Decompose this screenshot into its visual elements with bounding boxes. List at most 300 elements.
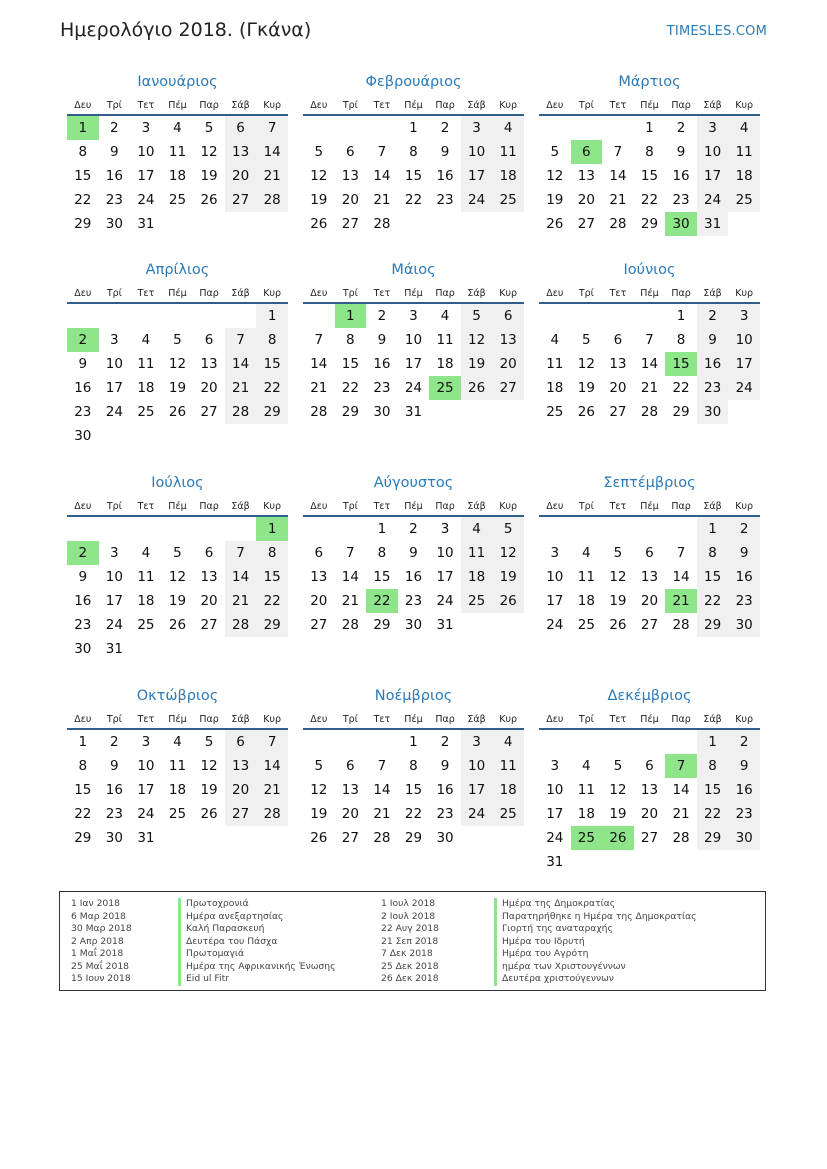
day-cell: 20 — [310, 593, 328, 609]
day-cell: 1 — [377, 521, 387, 537]
empty-cell — [303, 516, 335, 541]
month-title: Αύγουστος — [373, 475, 454, 491]
week-row — [539, 352, 760, 376]
holiday-day: 1 — [67, 115, 99, 140]
day-cell: 12 — [546, 168, 564, 184]
week-row — [67, 212, 288, 236]
empty-cell — [571, 850, 603, 874]
day-cell: 12 — [200, 758, 218, 774]
day-cell: 11 — [436, 332, 454, 348]
day-cell: 7 — [613, 144, 623, 160]
weekend-day: 29 — [697, 826, 729, 850]
day-cell: 28 — [609, 216, 627, 232]
weekday-header: Τετ — [366, 497, 398, 516]
weekday-header: Κυρ — [728, 284, 760, 303]
empty-cell — [366, 115, 398, 140]
empty-cell — [130, 424, 162, 448]
day-cell: 14 — [609, 168, 627, 184]
day-cell: 12 — [609, 782, 627, 798]
weekday-header: Σάβ — [225, 284, 257, 303]
day-cell: 25 — [546, 404, 564, 420]
holiday-date: 1 Ιαν 2018 — [71, 898, 120, 909]
month-block — [539, 473, 760, 637]
weekday-header: Τρί — [99, 284, 131, 303]
day-cell: 15 — [404, 168, 423, 184]
weekday-header: Δευ — [303, 710, 335, 729]
day-cell: 21 — [640, 380, 659, 396]
empty-cell — [225, 516, 257, 541]
holiday-name: Γιορτή της αναταραχής — [494, 923, 697, 936]
empty-cell — [602, 729, 634, 754]
day-cell: 16 — [373, 356, 391, 372]
month-block — [303, 686, 524, 850]
weekday-header: Σάβ — [225, 96, 257, 115]
site-link[interactable]: TIMESLES.COM — [666, 24, 767, 39]
empty-cell — [539, 729, 571, 754]
weekend-day: 31 — [697, 212, 729, 236]
day-cell: 31 — [436, 617, 454, 633]
weekday-header: Κυρ — [492, 710, 524, 729]
weekend-day: 3 — [697, 115, 729, 140]
day-cell: 24 — [105, 617, 123, 633]
day-cell: 20 — [609, 380, 627, 396]
weekend-day: 14 — [256, 140, 288, 164]
weekday-header: Παρ — [665, 284, 697, 303]
day-cell: 16 — [105, 168, 123, 184]
empty-cell — [225, 303, 257, 328]
day-cell: 8 — [645, 144, 654, 160]
week-row — [303, 303, 524, 328]
day-cell: 7 — [377, 758, 387, 774]
empty-cell — [162, 637, 194, 661]
holiday-name: Πρωτοχρονιά — [178, 898, 335, 911]
day-cell: 3 — [550, 758, 560, 774]
day-cell: 19 — [546, 192, 564, 208]
day-cell: 26 — [609, 617, 627, 633]
month-title: Οκτώβριος — [136, 688, 219, 704]
month-title: Μάρτιος — [618, 74, 681, 90]
day-cell: 19 — [609, 806, 627, 822]
weekday-header: Τετ — [366, 284, 398, 303]
weekend-day: 23 — [697, 376, 729, 400]
day-cell: 13 — [577, 168, 595, 184]
day-cell: 15 — [74, 168, 92, 184]
day-cell: 3 — [141, 120, 151, 136]
month-block — [539, 260, 760, 424]
day-cell: 12 — [310, 782, 328, 798]
weekend-day: 30 — [728, 613, 760, 637]
weekend-day: 5 — [492, 516, 524, 541]
day-cell: 28 — [310, 404, 328, 420]
holiday-date: 25 Μαΐ 2018 — [71, 960, 130, 972]
day-cell: 24 — [137, 806, 155, 822]
day-cell: 5 — [204, 734, 214, 750]
weekday-header: Πέμ — [162, 710, 194, 729]
month-block — [67, 473, 288, 661]
weekend-day: 18 — [728, 164, 760, 188]
holiday-day: 30 — [665, 212, 697, 236]
day-cell: 22 — [341, 380, 359, 396]
weekend-day: 25 — [728, 188, 760, 212]
holiday-date: 7 Δεκ 2018 — [381, 948, 433, 959]
empty-cell — [193, 212, 225, 236]
empty-cell — [539, 516, 571, 541]
day-cell: 10 — [546, 782, 564, 798]
weekend-day: 1 — [697, 729, 729, 754]
day-cell: 1 — [78, 734, 88, 750]
day-cell: 24 — [105, 404, 123, 420]
day-cell: 13 — [640, 782, 659, 798]
day-cell: 5 — [613, 758, 623, 774]
day-cell: 6 — [314, 545, 324, 561]
month-table — [67, 284, 288, 448]
holiday-date: 25 Δεκ 2018 — [381, 960, 439, 972]
day-cell: 6 — [645, 545, 654, 561]
day-cell: 5 — [173, 545, 182, 561]
day-cell: 17 — [105, 593, 123, 609]
month-block — [539, 72, 760, 236]
month-block — [539, 686, 760, 874]
day-cell: 6 — [346, 144, 355, 160]
holiday-name: Καλή Παρασκευή — [178, 923, 335, 936]
weekday-header: Τρί — [99, 710, 131, 729]
week-row — [67, 140, 288, 164]
holiday-date: 2 Απρ 2018 — [71, 935, 124, 947]
weekend-day: 16 — [728, 565, 760, 589]
day-cell: 25 — [137, 617, 155, 633]
day-cell: 22 — [640, 192, 659, 208]
empty-cell — [335, 729, 367, 754]
empty-cell — [193, 424, 225, 448]
weekend-day: 12 — [461, 328, 493, 352]
weekend-day: 10 — [697, 140, 729, 164]
day-cell: 5 — [550, 144, 560, 160]
day-cell: 28 — [341, 617, 359, 633]
holiday-name: Δευτέρα του Πάσχα — [178, 936, 335, 949]
weekend-day: 27 — [225, 802, 257, 826]
day-cell: 11 — [168, 144, 187, 160]
holiday-name: Ημέρα ανεξαρτησίας — [178, 911, 335, 924]
empty-cell — [303, 303, 335, 328]
day-cell: 31 — [137, 830, 155, 846]
day-cell: 29 — [672, 404, 690, 420]
holiday-name: Eid ul Fitr — [178, 973, 335, 986]
weekday-header: Τετ — [366, 710, 398, 729]
weekend-day: 1 — [256, 303, 288, 328]
week-row — [67, 303, 288, 328]
day-cell: 30 — [105, 216, 123, 232]
weekday-header: Τρί — [335, 497, 367, 516]
weekend-day: 21 — [225, 376, 257, 400]
day-cell: 4 — [440, 308, 450, 324]
day-cell: 9 — [110, 758, 119, 774]
day-cell: 18 — [168, 782, 187, 798]
weekend-day: 20 — [225, 164, 257, 188]
weekend-day: 25 — [461, 589, 493, 613]
weekday-header: Παρ — [429, 497, 461, 516]
day-cell: 29 — [404, 830, 423, 846]
day-cell: 24 — [436, 593, 454, 609]
weekday-header: Σάβ — [461, 710, 493, 729]
day-cell: 18 — [436, 356, 454, 372]
day-cell: 8 — [409, 758, 418, 774]
day-cell: 4 — [141, 545, 151, 561]
weekend-day: 17 — [461, 164, 493, 188]
day-cell: 22 — [404, 806, 423, 822]
week-row — [539, 212, 760, 236]
day-cell: 26 — [200, 192, 218, 208]
day-cell: 26 — [310, 830, 328, 846]
weekend-day: 28 — [225, 613, 257, 637]
day-cell: 19 — [200, 168, 218, 184]
weekday-header: Σάβ — [461, 96, 493, 115]
holiday-dates-right — [381, 898, 439, 986]
week-row — [67, 802, 288, 826]
day-cell: 13 — [341, 168, 359, 184]
empty-cell — [225, 637, 257, 661]
weekday-header: Δευ — [303, 497, 335, 516]
week-row — [303, 352, 524, 376]
week-row — [539, 541, 760, 565]
day-cell: 21 — [672, 806, 690, 822]
day-cell: 16 — [105, 782, 123, 798]
day-cell: 10 — [404, 332, 423, 348]
day-cell: 27 — [200, 617, 218, 633]
week-row — [67, 328, 288, 352]
weekend-day: 28 — [256, 188, 288, 212]
day-cell: 14 — [672, 782, 690, 798]
weekday-header: Κυρ — [728, 710, 760, 729]
weekend-day: 4 — [728, 115, 760, 140]
weekday-header: Τρί — [571, 96, 603, 115]
day-cell: 20 — [640, 806, 659, 822]
day-cell: 14 — [640, 356, 659, 372]
day-cell: 3 — [110, 332, 119, 348]
day-cell: 23 — [74, 617, 92, 633]
holiday-date: 26 Δεκ 2018 — [381, 973, 439, 984]
day-cell: 27 — [640, 617, 659, 633]
weekday-header: Πέμ — [398, 96, 430, 115]
day-cell: 8 — [78, 758, 88, 774]
day-cell: 11 — [577, 569, 595, 585]
week-row — [303, 516, 524, 541]
day-cell: 27 — [609, 404, 627, 420]
day-cell: 4 — [550, 332, 560, 348]
day-cell: 17 — [546, 806, 564, 822]
weekend-day: 24 — [461, 188, 493, 212]
day-cell: 27 — [577, 216, 595, 232]
weekend-day: 6 — [492, 303, 524, 328]
day-cell: 15 — [640, 168, 659, 184]
weekend-day: 30 — [728, 826, 760, 850]
week-row — [539, 140, 760, 164]
weekday-header: Πέμ — [634, 284, 666, 303]
day-cell: 7 — [676, 545, 686, 561]
day-cell: 18 — [546, 380, 564, 396]
day-cell: 12 — [168, 356, 187, 372]
day-cell: 27 — [310, 617, 328, 633]
empty-cell — [256, 424, 288, 448]
day-cell: 13 — [341, 782, 359, 798]
day-cell: 13 — [200, 356, 218, 372]
weekend-day: 15 — [256, 352, 288, 376]
weekday-header: Σάβ — [697, 96, 729, 115]
weekday-header: Κυρ — [256, 96, 288, 115]
day-cell: 30 — [404, 617, 423, 633]
weekend-day: 19 — [492, 565, 524, 589]
day-cell: 14 — [310, 356, 328, 372]
holiday-name: Παρατηρήθηκε η Ημέρα της Δημοκρατίας — [494, 911, 697, 924]
empty-cell — [193, 516, 225, 541]
day-cell: 15 — [74, 782, 92, 798]
month-block — [67, 686, 288, 850]
empty-cell — [256, 826, 288, 850]
weekday-header: Πέμ — [634, 710, 666, 729]
day-cell: 24 — [404, 380, 423, 396]
weekend-day: 17 — [728, 352, 760, 376]
holiday-name: Δευτέρα χριστούγεννων — [494, 973, 697, 986]
day-cell: 6 — [204, 545, 214, 561]
week-row — [303, 115, 524, 140]
month-block — [303, 473, 524, 637]
day-cell: 2 — [676, 120, 686, 136]
day-cell: 8 — [346, 332, 355, 348]
month-table — [539, 284, 760, 424]
empty-cell — [634, 303, 666, 328]
day-cell: 2 — [440, 120, 450, 136]
day-cell: 8 — [676, 332, 686, 348]
weekday-header: Δευ — [67, 497, 99, 516]
month-title: Απρίλιος — [145, 262, 210, 278]
holiday-day: 22 — [366, 589, 398, 613]
page-title: Ημερολόγιο 2018. (Γκάνα) — [60, 19, 312, 41]
weekend-day: 2 — [728, 729, 760, 754]
week-row — [303, 802, 524, 826]
day-cell: 19 — [168, 380, 187, 396]
weekend-day: 10 — [461, 754, 493, 778]
weekend-day: 19 — [461, 352, 493, 376]
week-row — [67, 164, 288, 188]
holiday-name: ημέρα των Χριστουγέννων — [494, 961, 697, 974]
day-cell: 19 — [609, 593, 627, 609]
empty-cell — [602, 850, 634, 874]
week-row — [539, 802, 760, 826]
empty-cell — [461, 400, 493, 424]
day-cell: 10 — [546, 569, 564, 585]
week-row — [539, 565, 760, 589]
day-cell: 2 — [409, 521, 418, 537]
day-cell: 17 — [137, 168, 155, 184]
weekend-day: 29 — [256, 400, 288, 424]
day-cell: 3 — [110, 545, 119, 561]
weekday-header: Παρ — [429, 710, 461, 729]
week-row — [539, 376, 760, 400]
day-cell: 22 — [404, 192, 423, 208]
day-cell: 3 — [550, 545, 560, 561]
week-row — [67, 352, 288, 376]
weekend-day: 10 — [461, 140, 493, 164]
day-cell: 12 — [310, 168, 328, 184]
weekday-header: Παρ — [429, 96, 461, 115]
weekend-day: 8 — [697, 541, 729, 565]
weekday-header: Πέμ — [398, 284, 430, 303]
day-cell: 31 — [105, 641, 123, 657]
day-cell: 16 — [672, 168, 690, 184]
weekday-header: Σάβ — [697, 497, 729, 516]
weekend-day: 3 — [728, 303, 760, 328]
holiday-day: 1 — [256, 516, 288, 541]
day-cell: 8 — [78, 144, 88, 160]
day-cell: 25 — [577, 617, 595, 633]
day-cell: 26 — [546, 216, 564, 232]
weekday-header: Κυρ — [728, 497, 760, 516]
day-cell: 17 — [404, 356, 423, 372]
weekend-day: 24 — [728, 376, 760, 400]
day-cell: 25 — [168, 806, 187, 822]
day-cell: 28 — [373, 830, 391, 846]
day-cell: 25 — [168, 192, 187, 208]
day-cell: 4 — [582, 545, 591, 561]
weekday-header: Τετ — [602, 710, 634, 729]
weekday-header: Παρ — [193, 96, 225, 115]
day-cell: 5 — [613, 545, 623, 561]
week-row — [303, 328, 524, 352]
day-cell: 2 — [377, 308, 387, 324]
weekday-header: Σάβ — [697, 710, 729, 729]
day-cell: 23 — [436, 192, 454, 208]
weekday-header: Τρί — [99, 497, 131, 516]
day-cell: 5 — [582, 332, 591, 348]
day-cell: 29 — [74, 830, 92, 846]
week-row — [67, 424, 288, 448]
day-cell: 9 — [377, 332, 387, 348]
week-row — [539, 400, 760, 424]
empty-cell — [256, 212, 288, 236]
empty-cell — [492, 212, 524, 236]
weekday-header: Παρ — [665, 96, 697, 115]
weekend-day: 18 — [492, 164, 524, 188]
day-cell: 15 — [404, 782, 423, 798]
empty-cell — [225, 212, 257, 236]
weekday-header: Τρί — [99, 96, 131, 115]
day-cell: 14 — [341, 569, 359, 585]
month-table — [303, 497, 524, 637]
day-cell: 25 — [137, 404, 155, 420]
empty-cell — [461, 613, 493, 637]
day-cell: 26 — [168, 404, 187, 420]
day-cell: 12 — [577, 356, 595, 372]
weekend-day: 15 — [697, 565, 729, 589]
weekend-day: 26 — [461, 376, 493, 400]
weekday-header: Παρ — [665, 710, 697, 729]
day-cell: 3 — [440, 521, 450, 537]
week-row — [67, 188, 288, 212]
week-row — [539, 613, 760, 637]
month-title: Δεκέμβριος — [607, 688, 692, 704]
month-title: Μάιος — [391, 262, 436, 278]
day-cell: 12 — [200, 144, 218, 160]
holiday-names-right — [494, 898, 697, 986]
day-cell: 23 — [74, 404, 92, 420]
day-cell: 27 — [640, 830, 659, 846]
empty-cell — [67, 303, 99, 328]
day-cell: 2 — [440, 734, 450, 750]
empty-cell — [492, 613, 524, 637]
week-row — [303, 164, 524, 188]
day-cell: 28 — [640, 404, 659, 420]
weekday-header: Τετ — [130, 96, 162, 115]
holiday-name: Ημέρα του Ιδρυτή — [494, 936, 697, 949]
